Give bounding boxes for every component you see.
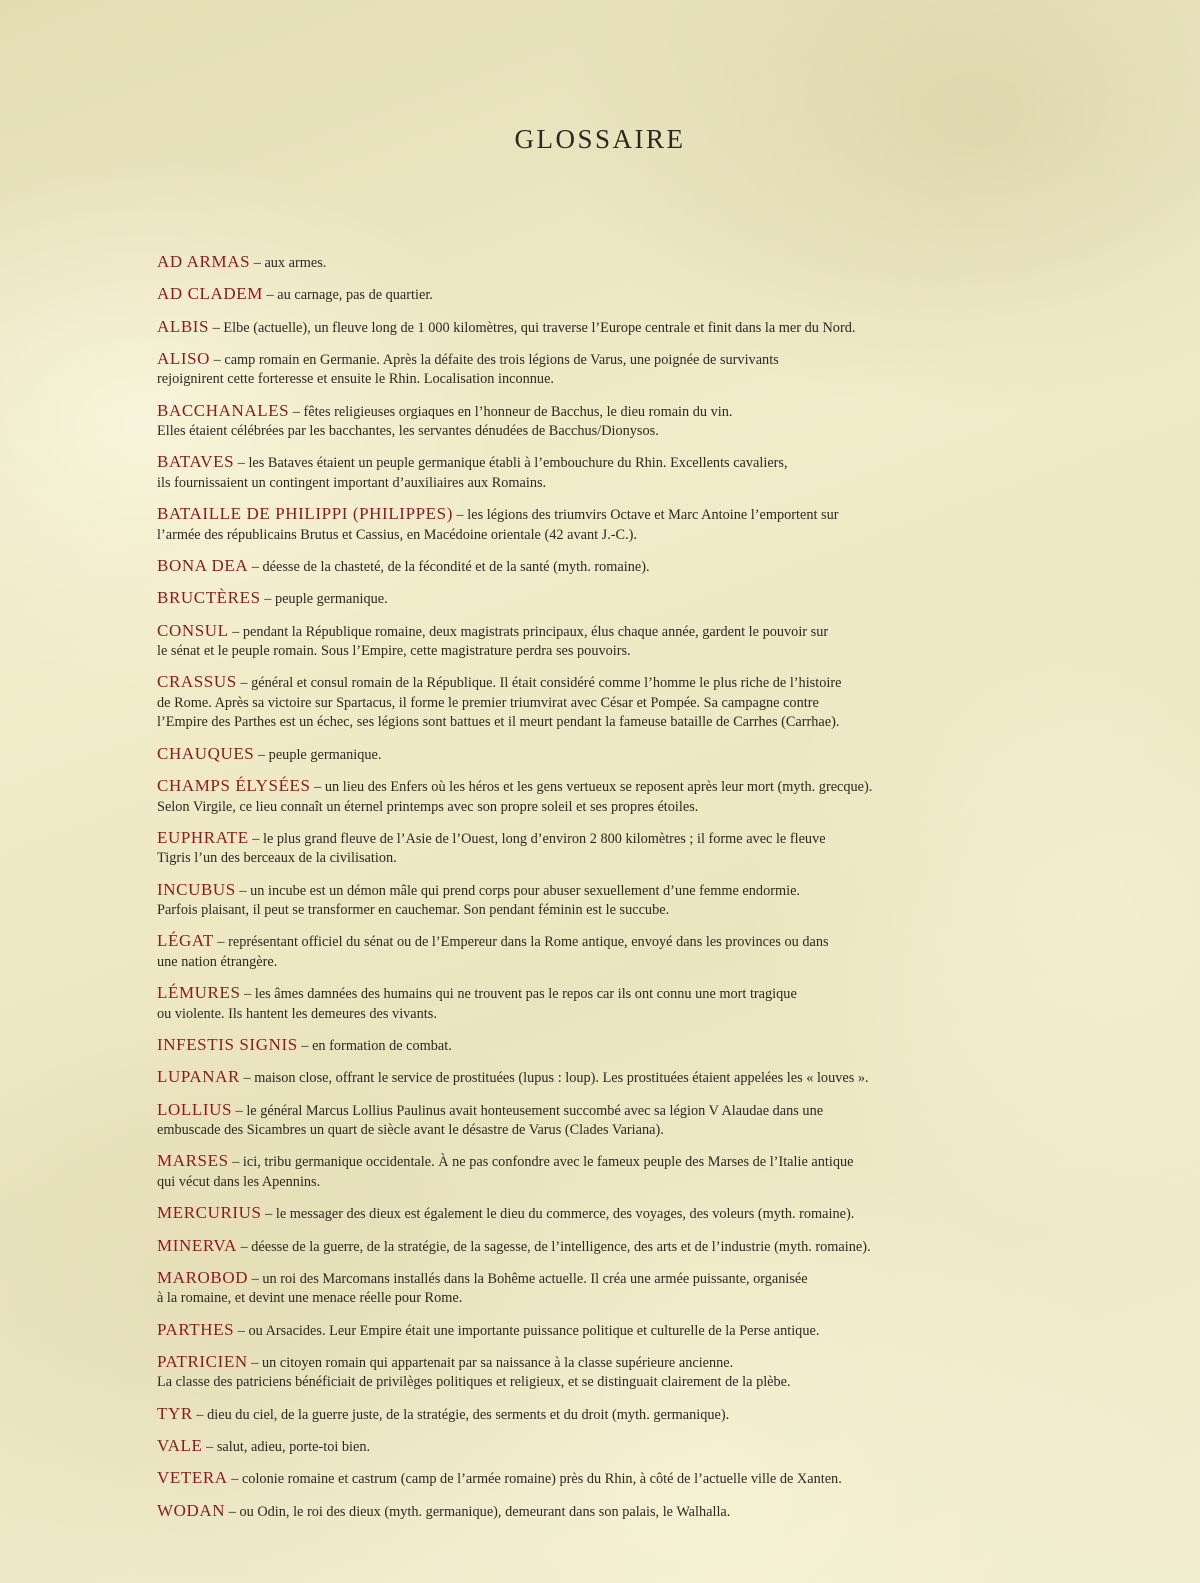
term-separator: –: [248, 830, 263, 847]
glossary-definition: maison close, offrant le service de prostituées (lupus : loup). Les prostituées étaient appelées les « louves ».: [254, 1070, 869, 1087]
term-separator: –: [236, 675, 252, 692]
glossary-entry: [157, 931, 1047, 972]
glossary-definition: dieu du ciel, de la guerre juste, de la stratégie, des serments et du droit (myth. germanique).: [207, 1406, 730, 1423]
term-separator: –: [236, 1238, 252, 1255]
glossary-entry: [157, 828, 1047, 869]
glossary-definition: Elbe (actuelle), un fleuve long de 1 000 kilomètres, qui traverse l’Europe centrale et finit dans la mer du Nord.: [223, 319, 856, 336]
glossary-entry: [157, 983, 1047, 1024]
glossary-entry: [157, 1352, 1047, 1393]
glossary-definition: un roi des Marcomans installés dans la Bohême actuelle. Il créa une armée puissante, organisée à la romaine, et devint une menace réelle pour Rome.: [157, 1270, 808, 1307]
term-separator: –: [262, 287, 278, 304]
term-separator: –: [234, 1322, 249, 1339]
term-separator: –: [239, 1070, 255, 1087]
term-separator: –: [260, 591, 275, 608]
glossary-term: BRUCTÈRES: [157, 588, 261, 608]
glossary-entry: [157, 556, 1047, 578]
glossary-entry: [157, 1203, 1047, 1225]
glossary-entry: [157, 1268, 1047, 1309]
glossary-term: ALBIS: [157, 316, 210, 336]
glossary-term: WODAN: [157, 1500, 226, 1520]
glossary-entry: [157, 317, 1047, 339]
term-separator: –: [234, 455, 249, 472]
glossary-definition: aux armes.: [264, 255, 327, 271]
glossary-definition: pendant la République romaine, deux magistrats principaux, élus chaque année, gardent le pouvoir sur le sénat et le peuple romain. Sous l’Empire, cette magistrature perdra ses pouvoirs.: [157, 623, 829, 660]
term-separator: –: [209, 319, 224, 336]
term-separator: –: [202, 1439, 217, 1456]
glossary-entry: [157, 1404, 1047, 1426]
glossary-entry: [157, 349, 1047, 390]
term-separator: –: [248, 559, 263, 576]
term-separator: –: [240, 986, 255, 1003]
term-separator: –: [452, 507, 468, 524]
glossary-entry: [157, 1067, 1047, 1089]
glossary-entry: [157, 401, 1047, 442]
glossary-term: BATAILLE DE PHILIPPI (PHILIPPES): [157, 504, 453, 524]
glossary-definition: déesse de la chasteté, de la fécondité et de la santé (myth. romaine).: [262, 559, 650, 576]
term-separator: –: [248, 1270, 263, 1287]
term-separator: –: [254, 746, 269, 763]
glossary-term: CHAUQUES: [157, 743, 255, 763]
term-separator: –: [232, 1102, 247, 1119]
glossary-definition: un incube est un démon mâle qui prend corps pour abuser sexuellement d’une femme endormie. Parfois plaisant, il peut se transformer en cauchemar. Son pendant féminin est le succube.: [157, 882, 800, 919]
glossary-term: MARSES: [157, 1151, 229, 1171]
glossary-term: EUPHRATE: [157, 827, 249, 847]
glossary-term: LÉMURES: [157, 983, 241, 1003]
glossary-entry: [157, 504, 1047, 545]
glossary-entry: [157, 1320, 1047, 1342]
glossary-definition: représentant officiel du sénat ou de l’Empereur dans la Rome antique, envoyé dans les provinces ou dans une nation étrangère.: [157, 934, 829, 970]
term-separator: –: [225, 1503, 240, 1520]
glossary-definition: en formation de combat.: [312, 1038, 452, 1055]
glossary-definition: le général Marcus Lollius Paulinus avait honteusement succombé avec sa légion V Alaudae dans une embuscade des Sicambres un quart de siècle avant le désastre de Varus (Clades Variana).: [157, 1102, 824, 1139]
glossary-term: AD CLADEM: [157, 284, 263, 304]
glossary-term: MINERVA: [157, 1235, 237, 1255]
page-title: GLOSSAIRE: [514, 124, 686, 154]
glossary-term: PARTHES: [157, 1319, 235, 1339]
glossary-entry: [157, 452, 1047, 493]
term-separator: –: [228, 623, 243, 640]
glossary-list: [157, 252, 1047, 1533]
glossary-term: INCUBUS: [157, 879, 236, 899]
glossary-term: CHAMPS ÉLYSÉES: [157, 776, 311, 796]
glossary-definition: peuple germanique.: [274, 591, 388, 608]
term-separator: –: [228, 1154, 243, 1171]
glossary-definition: ou Arsacides. Leur Empire était une importante puissance politique et culturelle de la Perse antique.: [248, 1322, 820, 1339]
term-separator: –: [235, 882, 251, 899]
glossary-term: MAROBOD: [157, 1267, 249, 1287]
glossary-term: CONSUL: [157, 620, 229, 640]
glossary-entry: [157, 1436, 1047, 1458]
glossary-definition: un citoyen romain qui appartenait par sa naissance à la classe supérieure ancienne. La classe des patriciens bénéficiait de privilèges politiques et religieux, et se distinguait clairement de la plèbe.: [157, 1354, 791, 1391]
term-separator: –: [289, 403, 304, 420]
term-separator: –: [297, 1038, 313, 1055]
glossary-term: VALE: [157, 1436, 203, 1456]
glossary-term: LÉGAT: [157, 931, 214, 951]
glossary-entry: [157, 1236, 1047, 1258]
glossary-entry: [157, 1151, 1047, 1192]
glossary-entry: [157, 1501, 1047, 1523]
glossary-entry: [157, 1100, 1047, 1141]
term-separator: –: [210, 351, 225, 368]
glossary-term: CRASSUS: [157, 672, 237, 692]
term-separator: –: [310, 779, 325, 796]
glossary-term: BACCHANALES: [157, 400, 290, 420]
glossary-definition: ou Odin, le roi des dieux (myth. germanique), demeurant dans son palais, le Walhalla.: [239, 1503, 731, 1520]
glossary-definition: déesse de la guerre, de la stratégie, de la sagesse, de l’intelligence, des arts et de l’industrie (myth. romaine).: [251, 1238, 871, 1255]
glossary-definition: un lieu des Enfers où les héros et les gens vertueux se reposent après leur mort (myth. grecque). Selon Virgile, ce lieu connaît un éternel printemps avec son propre soleil et ses propres étoiles.: [157, 779, 873, 815]
glossary-term: AD ARMAS: [157, 252, 251, 271]
glossary-entry: [157, 744, 1047, 766]
glossary-term: TYR: [157, 1403, 193, 1423]
glossary-entry: [157, 672, 1047, 733]
glossary-definition: ici, tribu germanique occidentale. À ne pas confondre avec le fameux peuple des Marses de l’Italie antique qui vécut dans les Apennins.: [157, 1154, 854, 1190]
glossary-term: BONA DEA: [157, 556, 249, 576]
glossary-definition: au carnage, pas de quartier.: [277, 287, 433, 304]
glossary-definition: le plus grand fleuve de l’Asie de l’Ouest, long d’environ 2 800 kilomètres ; il forme avec le fleuve Tigris l’un des berceaux de la civilisation.: [157, 830, 826, 867]
glossary-definition: le messager des dieux est également le dieu du commerce, des voyages, des voleurs (myth. romaine).: [275, 1206, 855, 1223]
glossary-term: PATRICIEN: [157, 1351, 248, 1371]
glossary-entry: [157, 880, 1047, 921]
term-separator: –: [247, 1354, 263, 1371]
glossary-entry: [157, 621, 1047, 662]
glossary-definition: peuple germanique.: [268, 746, 382, 763]
glossary-entry: [157, 284, 1047, 306]
glossary-entry: [157, 252, 1047, 274]
glossary-term: INFESTIS SIGNIS: [157, 1035, 298, 1055]
glossary-definition: les Bataves étaient un peuple germanique établi à l’embouchure du Rhin. Excellents cavaliers, ils fournissaient un contingent important d’auxiliaires aux Romains.: [157, 455, 788, 491]
glossary-entry: [157, 776, 1047, 817]
glossary-definition: les âmes damnées des humains qui ne trouvent pas le repos car ils ont connu une mort tragique ou violente. Ils hantent les demeures des vivants.: [157, 986, 797, 1022]
glossary-definition: fêtes religieuses orgiaques en l’honneur de Bacchus, le dieu romain du vin. Elles étaient célébrées par les bacchantes, les servantes dénudées de Bacchus/Dionysos.: [157, 403, 733, 440]
glossary-definition: les légions des triumvirs Octave et Marc Antoine l’emportent sur l’armée des républicains Brutus et Cassius, en Macédoine orientale (42 avant J.-C.).: [157, 507, 839, 543]
glossary-term: VETERA: [157, 1468, 228, 1488]
glossary-term: MERCURIUS: [157, 1203, 262, 1223]
glossary-definition: général et consul romain de la République. Il était considéré comme l’homme le plus riche de l’histoire de Rome. Après sa victoire sur Spartacus, il forme le premier triumvirat avec César et Pompée. Sa campagne contre l’Empire des Parthes est un échec, ses légions sont battues et il meurt pendant la fameuse bataille de Carrhes (Carrhae).: [157, 675, 842, 731]
term-separator: –: [250, 255, 265, 271]
term-separator: –: [213, 934, 229, 951]
glossary-entry: [157, 1468, 1047, 1490]
glossary-term: LOLLIUS: [157, 1099, 233, 1119]
glossary-entry: [157, 1035, 1047, 1057]
glossary-definition: camp romain en Germanie. Après la défaite des trois légions de Varus, une poignée de survivants rejoignirent cette forteresse et ensuite le Rhin. Localisation inconnue.: [157, 351, 779, 388]
glossary-term: ALISO: [157, 348, 211, 368]
glossary-term: BATAVES: [157, 452, 235, 472]
glossary-definition: salut, adieu, porte-toi bien.: [216, 1439, 371, 1456]
glossary-term: LUPANAR: [157, 1067, 240, 1087]
term-separator: –: [192, 1406, 208, 1423]
term-separator: –: [261, 1206, 276, 1223]
term-separator: –: [227, 1471, 242, 1488]
glossary-definition: colonie romaine et castrum (camp de l’armée romaine) près du Rhin, à côté de l’actuelle ville de Xanten.: [241, 1471, 842, 1488]
glossary-entry: [157, 588, 1047, 610]
